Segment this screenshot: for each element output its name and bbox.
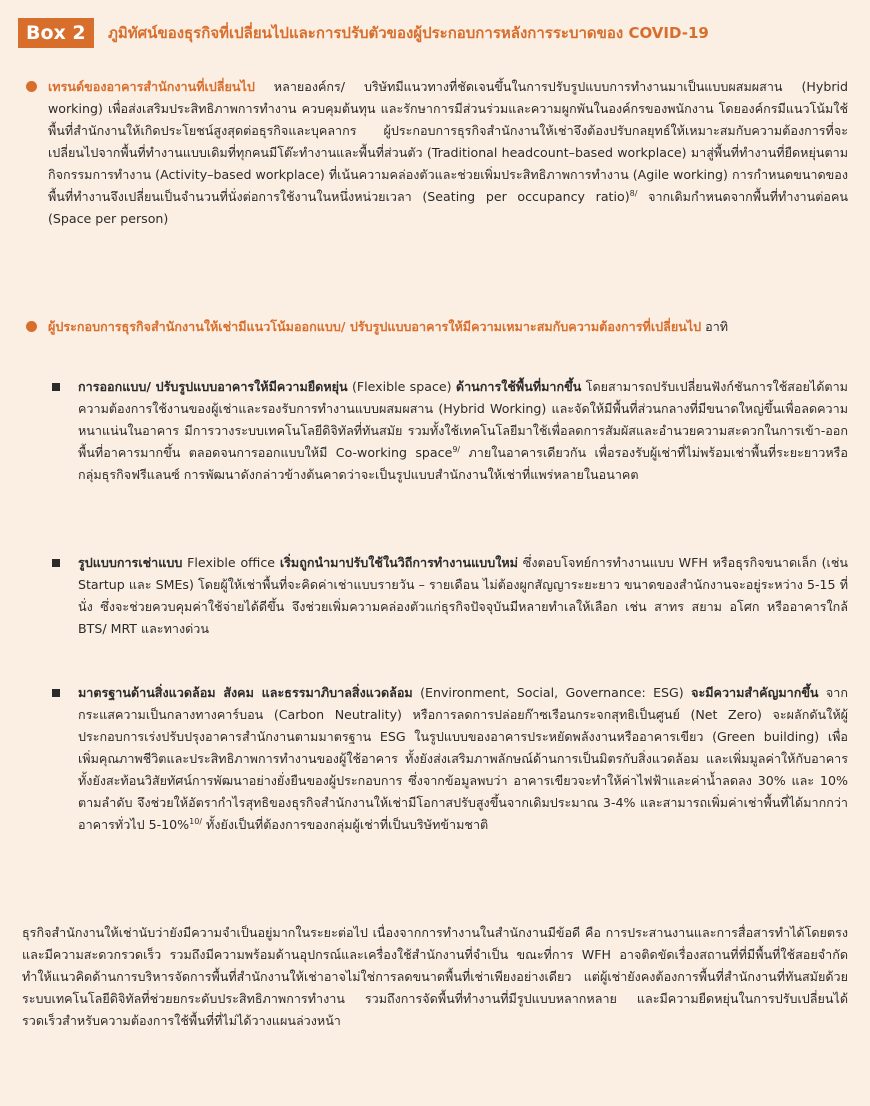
square-bullet-icon [52, 383, 60, 391]
sub-bullet-heading: การออกแบบ/ ปรับรูปแบบอาคารให้มีความยืดหยุ่น [78, 379, 348, 394]
square-bullet-icon [52, 689, 60, 697]
sub-bullet-text-end: ภายในอาคารเดียวกัน เพื่อรองรับผู้เช่าที่ไม่พร้อมเช่าพื้นที่ระยะยาวหรือกลุ่มธุรกิจฟรีแลนซ์ การพัฒนาดังกล่าวข้างต้นคาดว่าจะเป็นรูปแบบสำนักงานให้เช่าที่แพร่หลายในอนาคต [78, 445, 848, 482]
bullet-dot-icon [26, 81, 37, 92]
box-label: Box 2 [18, 18, 94, 48]
footnote-ref: 8/ [629, 188, 638, 198]
sub-bullet-content [78, 376, 848, 486]
sub-bullet-text: โดยสามารถปรับเปลี่ยนฟังก์ชันการใช้สอยได้ตามความต้องการใช้งานของผู้เช่าและรองรับการทำงานแบบผสมผสาน (Hybrid Working) และจัดให้มีพื้นที่ส่วนกลางที่มีขนาดใหญ่ขึ้นเพื่อลดความหนาแน่นในอาคาร มีการวางระบบเทคโนโลยีดิจิทัลที่ทันสมัย รวมทั้งใช้เทคโนโลยีมาใช้เพื่อลดการสัมผัสและอำนวยความสะดวกในการเข้า-ออกพื้นที่อาคารมากขึ้น ตลอดจนการออกแบบให้มี Co-working space [78, 379, 848, 460]
sub-bullet-heading-2: จะมีความสำคัญมากขึ้น [691, 685, 819, 700]
footnote-ref: 10/ [189, 816, 203, 826]
bullet-content [48, 316, 848, 338]
bullet-operator-adaptation [26, 316, 848, 338]
square-bullet-icon [52, 559, 60, 567]
sub-bullet-term: (Flexible space) [347, 379, 456, 394]
bullet-text: หลายองค์กร/ บริษัทมีแนวทางที่ชัดเจนขึ้นในการปรับรูปแบบการทำงานมาเป็นแบบผสมผสาน (Hybrid working) เพื่อส่งเสริมประสิทธิภาพการทำงาน ควบคุมต้นทุน และรักษาการมีส่วนร่วมและความผูกพันในองค์กรของพนักงาน โดยองค์กรมีแนวโน้มใช้พื้นที่สำนักงานให้เกิดประโยชน์สูงสุดต่อธุรกิจและบุคลากร ผู้ประกอบการธุรกิจสำนักงานให้เช่าจึงต้องปรับกลยุทธ์ให้เหมาะสมกับความต้องการที่จะเปลี่ยนไปจากพื้นที่ทำงานแบบเดิมที่ทุกคนมีโต๊ะทำงานและพื้นที่ส่วนตัว (Traditional headcount–based workplace) มาสู่พื้นที่ทำงานที่ยืดหยุ่นตามกิจกรรมการทำงาน (Activity–based workplace) ที่เน้นความคล่องตัวและช่วยเพิ่มประสิทธิภาพการทำงาน (Agile working) การกำหนดขนาดของพื้นที่ทำงานจึงเปลี่ยนเป็นจำนวนที่นั่งต่อการใช้งานในหนึ่งหน่วยเวลา (Seating per occupancy ratio) [48, 79, 848, 204]
sub-bullet-text-end: ทั้งยังเป็นที่ต้องการของกลุ่มผู้เช่าที่เป็นบริษัทข้ามชาติ [202, 817, 489, 832]
bullet-office-trend [26, 76, 848, 230]
bullet-heading: ผู้ประกอบการธุรกิจสำนักงานให้เช่ามีแนวโน้มออกแบบ/ ปรับรูปแบบอาคารให้มีความเหมาะสมกับความต้องการที่เปลี่ยนไป [48, 319, 702, 334]
footnote-ref: 9/ [452, 444, 461, 454]
sub-bullet-term: (Environment, Social, Governance: ESG) [412, 685, 692, 700]
sub-bullet-content [78, 552, 848, 640]
bullet-suffix: อาทิ [701, 319, 729, 334]
sub-bullet-flexible-office [52, 552, 848, 640]
bullet-heading: เทรนด์ของอาคารสำนักงานที่เปลี่ยนไป [48, 79, 255, 94]
closing-paragraph [22, 922, 848, 1032]
sub-bullet-term: Flexible office [182, 555, 280, 570]
sub-bullet-heading-2: ด้านการใช้พื้นที่มากขึ้น [455, 379, 582, 394]
bullet-text-end: จากเดิมกำหนดจากพื้นที่ทำงานต่อคน (Space per person) [48, 189, 848, 226]
sub-bullet-heading: รูปแบบการเช่าแบบ [78, 555, 183, 570]
sub-bullet-heading-2: เริ่มถูกนำมาปรับใช้ในวิถีการทำงานแบบใหม่ [279, 555, 518, 570]
closing-text: ธุรกิจสำนักงานให้เช่านับว่ายังมีความจำเป็นอยู่มากในระยะต่อไป เนื่องจากการทำงานในสำนักงานมีข้อดี คือ การประสานงานและการสื่อสารทำได้โดยตรงและมีความสะดวกรวดเร็ว รวมถึงมีความพร้อมด้านอุปกรณ์และเครื่องใช้สำนักงานที่จำเป็น ขณะที่การ WFH อาจติดขัดเรื่องสถานที่ที่มีพื้นที่ใช้สอยจำกัด ทำให้แนวคิดด้านการบริหารจัดการพื้นที่สำนักงานให้เช่าอาจไม่ใช่การลดขนาดพื้นที่เช่าเพียงอย่างเดียว แต่ผู้เช่ายังคงต้องการพื้นที่สำนักงานที่ทันสมัยด้วยระบบเทคโนโลยีดิจิทัลที่ช่วยยกระดับประสิทธิภาพการทำงาน รวมถึงการจัดพื้นที่ทำงานที่มีรูปแบบหลากหลาย และมีความยืดหยุ่นในการปรับเปลี่ยนได้รวดเร็วสำหรับความต้องการใช้พื้นที่ที่ไม่ได้วางแผนล่วงหน้า [22, 925, 848, 1028]
sub-bullet-text: จากกระแสความเป็นกลางทางคาร์บอน (Carbon Neutrality) หรือการลดการปล่อยก๊าซเรือนกระจกสุทธิเป็นศูนย์ (Net Zero) จะผลักดันให้ผู้ประกอบการเร่งปรับปรุงอาคารสำนักงานตามมาตรฐาน ESG ในรูปแบบของอาคารประหยัดพลังงานหรืออาคารเขียว (Green building) เพื่อ เพิ่มคุณภาพชีวิตและประสิทธิภาพการทำงานของผู้ใช้อาคาร ทั้งยังส่งเสริมภาพลักษณ์ด้านการเป็นมิตรกับสิ่งแวดล้อม และเพิ่มมูลค่าให้กับอาคาร ทั้งยังสะท้อนวิสัยทัศน์การพัฒนาอย่างยั่งยืนของผู้ประกอบการ ซึ่งจากข้อมูลพบว่า อาคารเขียวจะทำให้ค่าไฟฟ้าและค่าน้ำลดลง 30% และ 10% ตามลำดับ จึงช่วยให้อัตรากำไรสุทธิของธุรกิจสำนักงานให้เช่ามีโอกาสปรับสูงขึ้นจากเดิมประมาณ 3-4% และสามารถเพิ่มค่าเช่าพื้นที่ได้มากกว่าอาคารทั่วไป 5-10% [78, 685, 848, 832]
sub-bullet-heading: มาตรฐานด้านสิ่งแวดล้อม สังคม และธรรมาภิบาลสิ่งแวดล้อม [78, 685, 413, 700]
box-header [0, 0, 870, 56]
sub-bullet-content [78, 682, 848, 836]
sub-bullet-flexible-space [52, 376, 848, 486]
bullet-dot-icon [26, 321, 37, 332]
bullet-content [48, 76, 848, 230]
sub-bullet-text: ซึ่งตอบโจทย์การทำงานแบบ WFH หรือธุรกิจขนาดเล็ก (เช่น Startup และ SMEs) โดยผู้ให้เช่าพื้นที่จะคิดค่าเช่าแบบรายวัน – รายเดือน ไม่ต้องผูกสัญญาระยะยาว ขนาดของสำนักงานจะอยู่ระหว่าง 5-15 ที่นั่ง ซึ่งจะช่วยควบคุมค่าใช้จ่ายได้ดีขึ้น จึงช่วยเพิ่มความคล่องตัวแก่ธุรกิจปัจจุบันมีหลายทำเลให้เลือก เช่น สาทร สยาม อโศก หรืออาคารใกล้ BTS/ MRT และทางด่วน [78, 555, 849, 636]
box-title: ภูมิทัศน์ของธุรกิจที่เปลี่ยนไปและการปรับตัวของผู้ประกอบการหลังการระบาดของ COVID-19 [108, 24, 709, 42]
sub-bullet-esg [52, 682, 848, 836]
